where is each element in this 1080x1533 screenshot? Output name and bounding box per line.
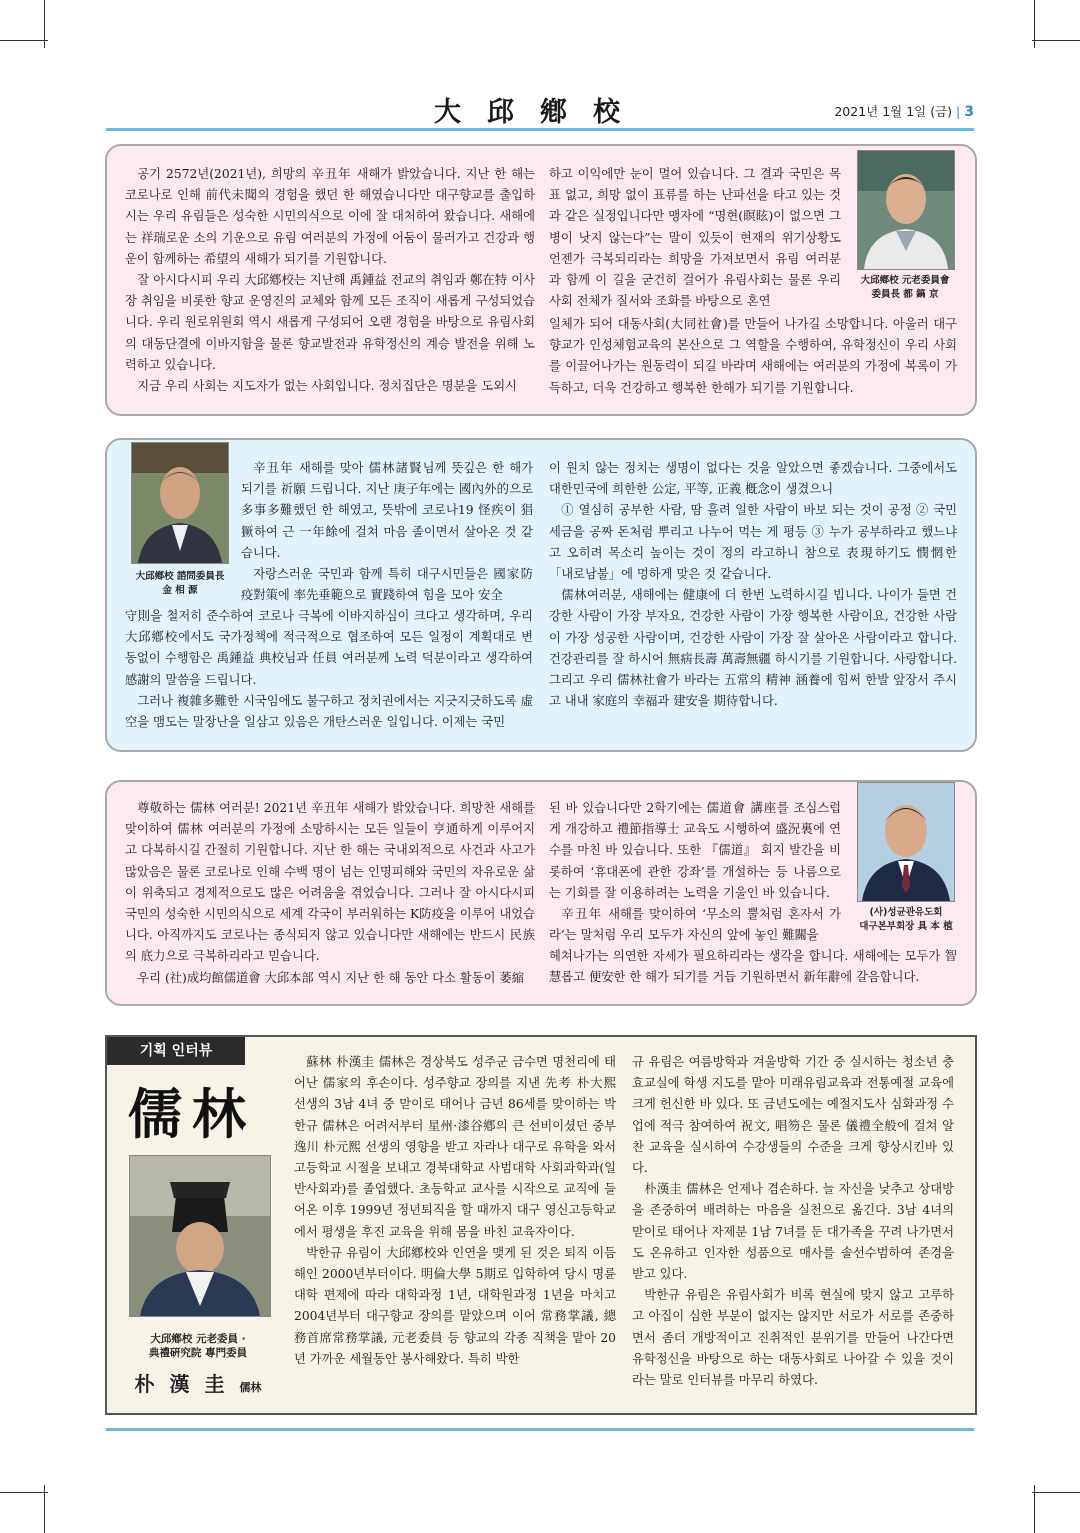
paragraph: 辛丑年 새해를 맞이하여 ‘무소의 뿔처럼 혼자서 가라’는 말처럼 우리 모두가 자신의 앞에 놓인 難關을 (549, 907, 841, 943)
paragraph: 박한규 유림은 유림사회가 비록 현실에 맞지 않고 고루하고 아집이 심한 부분이 없지는 않지만 서로가 서로를 존중하면서 좀더 개방적이고 진취적인 분위기를 만들어 나간다면 유학정신을 바탕으로 하는 대동사회로 나아갈 수 있을 것이라는 말로 인터뷰를 마무리 하였다. (632, 1288, 954, 1388)
issue-date (834, 102, 974, 120)
paragraph: 지금 우리 사회는 지도자가 없는 사회입니다. 정치집단은 명분을 도외시 (137, 379, 517, 394)
portrait-caption-2 (121, 570, 239, 598)
article3-col-right-top (549, 798, 841, 948)
paragraph: 잘 아시다시피 우리 大邱鄕校는 지난해 禹鍾益 전교의 취임과 鄭在特 이사장 취임을 비롯한 향교 운영진의 교체와 함께 모든 조직이 새롭게 구성되었습니다. 우리 원로위원회 역시 새롭게 구성되어 오랜 경험을 바탕으로 유림사회의 대동단결에 이바지함을 물론 향교발전과 유학정신의 계승 발전을 위해 노력하고 있습니다. (125, 273, 535, 372)
paragraph: 규 유림은 여름방학과 겨울방학 기간 중 실시하는 청소년 충효교실에 학생 지도를 맡아 미래유림교육과 전통예절 교육에 크게 헌신한 바 있다. 또 금년도에는 예절지도사 심화과정 수업에 적극 참여하여 祝文, 唱笏은 물론 儀禮全般에 걸쳐 알찬 교육을 실시하여 수강생들의 수준을 크게 향상시킨바 있다. (632, 1055, 954, 1176)
article2-col-left-bottom (125, 606, 533, 736)
caption-line: 大邱鄕校 諮問委員長 (135, 571, 225, 582)
portrait-caption-1 (849, 274, 961, 302)
page-number: 3 (964, 104, 974, 120)
article2-col-right (549, 458, 957, 738)
article-newyear-elders (105, 144, 977, 416)
name-text: 朴 漢 圭 (134, 1372, 229, 1396)
portrait-caption-3 (847, 906, 965, 934)
caption-line: (사)성균관유도회 (869, 907, 943, 918)
paragraph: 蘇林 朴漢圭 儒林은 경상북도 성주군 금수면 명천리에 태어난 儒家의 후손이다. 성주향교 장의를 지낸 先考 朴大熙 선생의 3남 4녀 중 맏이로 태어나 금년 86세를 맞이하는 박한규 儒林은 어려서부터 星州·漆谷鄕의 큰 선비이셨던 중부 逸川 朴元熙 선생의 영향을 받고 자라나 대구로 유학을 와서 고등학교 시절을 보내고 경북대학교 사범대학 사회과학과(일반사회과)를 졸업했다. 초등학교 교사를 시작으로 교직에 들어온 이후 1999년 정년퇴직을 할 때까지 대구 영신고등학교에서 평생을 후진 교육을 위해 몸을 바친 교육자이다. (294, 1055, 616, 1239)
caption-line: 大邱鄕校 元老委員 · (150, 1333, 246, 1345)
paragraph: ① 열심히 공부한 사람, 땀 흘려 일한 사람이 바보 되는 것이 공정 ② 국민 세금을 공짜 돈처럼 뿌리고 나누어 먹는 게 평등 ③ 누가 공부하라고 했느냐고 오히려 목소리 높이는 것이 정의 라고하니 참으로 表現하기도 憫惘한 「내로남불」에 멍하게 맞은 것 같습니다. (549, 503, 957, 582)
footer-rule (106, 1428, 974, 1431)
interviewee-name (112, 1368, 284, 1397)
caption-line: 典禮硏究院 專門委員 (148, 1347, 248, 1359)
paragraph: 박한규 유림이 大邱鄕校와 인연을 맺게 된 것은 퇴직 이듬해인 2000년부터이다. 明倫大學 5期로 입학하여 당시 명륜대학 편제에 따라 대학과정 1년, 대학원과정 1년을 마치고 2004년부터 대구향교 장의를 맡았으며 이어 常務掌議, 總務首席常務掌議, 元老委員 등 향교의 각종 직책을 맡아 20년 가까운 세월동안 봉사해왔다. 특히 박한 (294, 1245, 616, 1366)
paragraph: 辛丑年 새해를 맞아 儒林諸賢님께 뜻깊은 한 해가 되기를 祈願 드립니다. 지난 庚子年에는 國內外的으로 多事多難했던 한 해였고, 뜻밖에 코로나19 怪疾이 猖獗하여 근 一年餘에 걸쳐 마음 졸이면서 살아온 것 같습니다. (241, 461, 533, 560)
paragraph: 헤쳐나가는 의연한 자세가 필요하리라는 생각을 합니다. 새해에는 모두가 智慧롭고 便安한 한 해가 되기를 거듭 기원하면서 新年辭에 갈음합니다. (549, 949, 957, 985)
paragraph: 자랑스러운 국민과 함께 특히 대구시민들은 國家防疫對策에 率先垂範으로 實踐하여 힘을 모아 安全 (241, 567, 533, 603)
newspaper-title: 大邱鄕校 (434, 97, 646, 128)
article3-col-left (125, 798, 535, 998)
portrait-caption-4 (112, 1332, 284, 1360)
caption-line: 대구본부회장 具 本 植 (859, 921, 953, 932)
paragraph: 이 원치 않는 정치는 생명이 없다는 것을 알았으면 좋겠습니다. 그중에서도 대한민국에 희한한 公定, 平等, 正義 槪念이 생겼으니 (549, 461, 957, 497)
portrait-photo-2 (131, 442, 229, 564)
caption-line: 委員長 都 鎬 京 (871, 289, 939, 300)
paragraph: 공기 2572년(2021년), 희망의 辛丑年 새해가 밝았습니다. 지난 한 해는 코로나로 인해 前代未聞의 경험을 했던 한 해였습니다만 대구향교를 출입하시는 우리 유림들은 성숙한 시민의식으로 이에 잘 대처하여 왔습니다. 새해에는 祥瑞로운 소의 기운으로 유림 여러분의 가정에 어둠이 물러가고 건강과 행운이 함께하는 希望의 새해가 되기를 기원합니다. (125, 167, 535, 266)
date-text: 2021년 1월 1일 (금) (834, 104, 953, 119)
portrait-photo-3 (857, 782, 955, 902)
article-newyear-advisory (105, 438, 977, 752)
masthead (106, 88, 974, 128)
crop-mark (0, 40, 48, 41)
paragraph: 하고 이익에만 눈이 멀어 있습니다. 그 결과 국민은 목표 없고, 희망 없이 표류를 하는 난파선을 타고 있는 것과 같은 실정입니다만 맹자에 “명현(瞑眩)이 없으면 그 병이 낫지 않는다”는 말이 있듯이 현재의 위기상황도 언젠가 극복되리라는 희망을 가져보면서 유림 여러분과 함께 이 길을 굳건히 걸어가 유림사회는 물론 우리 사회 전체가 질서와 조화를 바탕으로 혼연 (549, 167, 841, 309)
paragraph: 朴漢圭 儒林은 언제나 겸손하다. 늘 자신을 낮추고 상대방을 존중하여 배려하는 마음을 실천으로 옮긴다. 3남 4녀의 맏이로 태어나 자제분 1남 7녀를 둔 대가족을 꾸려 나가면서도 온유하고 인자한 성품으로 매사를 솔선수범하여 존경을 받고 있다. (632, 1182, 954, 1282)
crop-mark (1032, 1492, 1080, 1493)
interview-col-1 (294, 1052, 616, 1404)
caption-line: 大邱鄕校 元老委員會 (860, 275, 950, 286)
paragraph: 儒林여러분, 새해에는 健康에 더 한번 노력하시길 빕니다. 나이가 들면 건강한 사람이 가장 부자요, 건강한 사람이 가장 행복한 사람이요, 건강한 사람이 가장 성공한 사람이며, 건강한 사람이 가장 잘 살아온 사람이라고 합니다. 건강관리를 잘 하시어 無病長壽 萬壽無疆 하시기를 기원합니다. 사랑합니다. 그리고 우리 儒林社會가 바라는 五常의 精神 涵養에 힘써 한발 앞장서 주시고 내내 家庭의 幸福과 建安을 期待합니다. (549, 588, 957, 709)
paragraph: 守則을 철저히 준수하여 코로나 극복에 이바지하심이 크다고 생각하며, 우리 大邱鄕校에서도 국가정책에 적극적으로 협조하여 모든 일정이 계획대로 변동없이 수행함은 禹鍾益 典校님과 任員 여러분께 노력 덕분이라고 생각하여 感謝의 말씀을 드립니다. (125, 609, 533, 687)
article3-col-right-bottom (549, 946, 957, 994)
interview-banner: 기획 인터뷰 (107, 1037, 245, 1065)
header-rule (106, 128, 974, 131)
article-newyear-yudohoe (105, 780, 977, 1006)
paragraph: 우리 (社)成均館儒道會 大邱本部 역시 지난 한 해 동안 다소 활동이 萎縮 (137, 970, 525, 985)
article1-col-right-bottom (549, 314, 957, 400)
article2-col-left-top (241, 458, 533, 608)
article1-col-right-top (549, 164, 841, 335)
interview-col-2 (632, 1052, 954, 1404)
paragraph: 尊敬하는 儒林 여러분! 2021년 辛丑年 새해가 밝았습니다. 희망찬 새해를 맞이하여 儒林 여러분의 가정에 소망하시는 모든 일들이 亨通하게 이루어지고 다복하시길 간절히 기원합니다. 지난 한 해는 국내외적으로 사건과 사고가 많았음은 물론 코로나로 인해 수백 명이 넘는 인명피해와 국민의 자유로운 삶이 위축되고 경제적으로도 많은 어려움을 겪었습니다. 그러나 잘 아시다시피 국민의 성숙한 시민의식으로 세계 각국이 부러워하는 K防疫을 이루어 내었습니다. 아직까지도 코로나는 종식되지 않고 있습니다만 새해에는 반드시 民族의 底力으로 극복하리라고 믿습니다. (125, 801, 535, 964)
caption-line: 金 相 源 (162, 585, 198, 596)
paragraph: 일체가 되어 대동사회(大同社會)를 만들어 나가길 소망합니다. 아울러 대구향교가 인성체험교육의 본산으로 그 역할을 수행하여, 유학정신이 우리 사회를 이끌어나가는 원동력이 되길 바라며 새해에는 여러분의 가정에 복록이 가득하고, 더욱 건강하고 행복한 한해가 되기를 기원합니다. (549, 317, 957, 395)
crop-mark (0, 1492, 48, 1493)
paragraph: 그러나 複雜多難한 시국임에도 불구하고 정치권에서는 지긋지긋하도록 虛空을 맴도는 말장난을 일삼고 있음은 개탄스러운 일입니다. 이제는 국민 (125, 693, 533, 730)
date-separator: | (956, 104, 961, 119)
article1-col-left (125, 164, 535, 404)
paragraph: 된 바 있습니다만 2학기에는 儒道會 講座를 조심스럽게 개강하고 禮節指導士 교육도 시행하여 盛況裏에 연수를 마친 바 있습니다. 또한 『儒道』 회지 발간을 비롯하여 ‘휴대폰에 관한 강좌’를 개설하는 등 나름으로는 기회를 잘 이용하려는 노력을 기울인 바 있습니다. (549, 801, 841, 900)
crop-mark (1032, 40, 1080, 41)
interview-title: 儒林 (128, 1082, 256, 1146)
portrait-photo-4 (129, 1155, 271, 1317)
portrait-photo-1 (857, 150, 955, 270)
name-suffix: 儒林 (239, 1381, 262, 1394)
